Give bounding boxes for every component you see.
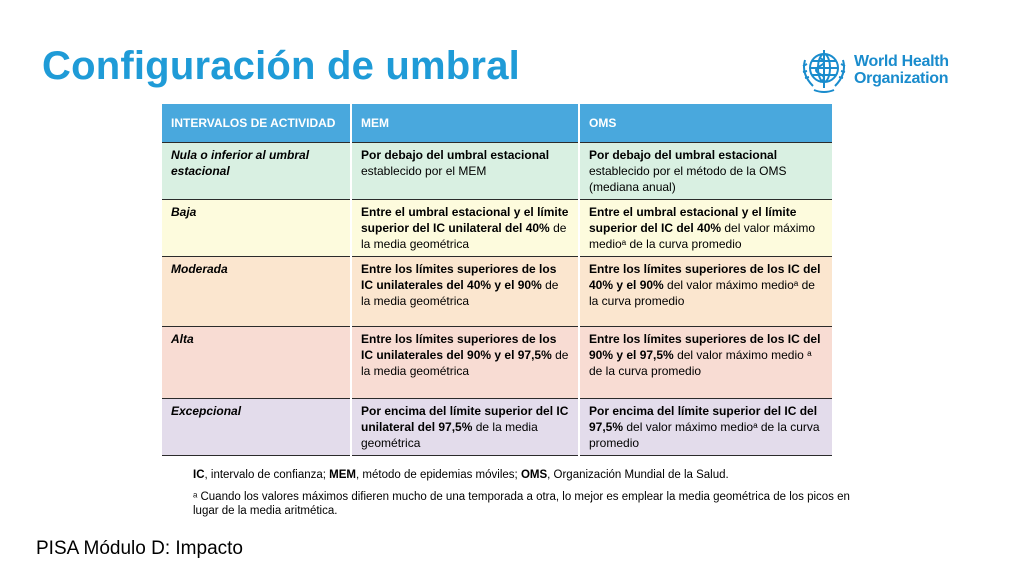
- bold-text-run: Por debajo del umbral estacional: [589, 148, 778, 162]
- bold-text-run: Por debajo del umbral estacional: [361, 148, 550, 162]
- text-run: , Organización Mundial de la Salud.: [547, 469, 729, 481]
- row-level-label: Baja: [162, 200, 351, 257]
- text-run: , intervalo de confianza;: [204, 469, 330, 481]
- header-mem: MEM: [351, 104, 579, 143]
- text-run: del valor máximo medioᵃ de la curva promedio: [589, 221, 816, 251]
- text-run: de la media geométrica: [361, 278, 559, 308]
- text-run: del valor máximo medioᵃ de la curva promedio: [589, 278, 815, 308]
- bold-text-run: Entre los límites superiores de los IC unilaterales del 40% y el 90%: [361, 262, 557, 292]
- text-run: establecido por el MEM: [361, 164, 487, 178]
- slide-footer: PISA Módulo D: Impacto: [36, 538, 243, 559]
- row-mem-cell: [351, 327, 579, 399]
- bold-text-run: Por encima del límite superior del IC del 97,5%: [589, 404, 818, 434]
- text-run: , método de epidemias móviles;: [356, 469, 521, 481]
- text-run: de la media geométrica: [361, 221, 567, 251]
- bold-text-run: Entre el umbral estacional y el límite superior del IC unilateral del 40%: [361, 205, 569, 235]
- row-level-label: Excepcional: [162, 399, 351, 456]
- text-run: de la media geométrica: [361, 348, 569, 378]
- header-intervalos: INTERVALOS DE ACTIVIDAD: [162, 104, 351, 143]
- row-mem-cell: [351, 399, 579, 456]
- table-row: [162, 327, 832, 399]
- row-oms-cell: [579, 257, 832, 327]
- row-mem-cell: [351, 257, 579, 327]
- table-row: [162, 143, 832, 200]
- row-mem-cell: [351, 200, 579, 257]
- bold-text-run: Entre los límites superiores de los IC del 40% y el 90%: [589, 262, 821, 292]
- row-oms-cell: [579, 200, 832, 257]
- bold-text-run: Entre los límites superiores de los IC unilaterales del 90% y el 97,5%: [361, 332, 557, 362]
- header-oms: OMS: [579, 104, 832, 143]
- footnote-a: ᵃ Cuando los valores máximos difieren mucho de una temporada a otra, lo mejor es emplear la media geométrica de los picos en lugar de la media aritmética.: [193, 491, 850, 517]
- bold-text-run: MEM: [329, 469, 357, 481]
- logo-line-2: Organization: [854, 70, 949, 87]
- text-run: establecido por el método de la OMS (mediana anual): [589, 164, 787, 194]
- bold-text-run: IC: [193, 469, 205, 481]
- text-run: del valor máximo medio ᵃ de la curva promedio: [589, 348, 812, 378]
- row-level-label: Nula o inferior al umbral estacional: [162, 143, 351, 200]
- row-level-label: Alta: [162, 327, 351, 399]
- who-logo: [798, 44, 949, 96]
- row-oms-cell: [579, 143, 832, 200]
- who-emblem-icon: [798, 44, 850, 96]
- row-oms-cell: [579, 327, 832, 399]
- table-row: [162, 200, 832, 257]
- bold-text-run: OMS: [520, 469, 548, 481]
- bold-text-run: Entre los límites superiores de los IC del 90% y el 97,5%: [589, 332, 821, 362]
- table-header-row: [162, 104, 832, 143]
- row-level-label: Moderada: [162, 257, 351, 327]
- table-row: [162, 257, 832, 327]
- table-row: [162, 399, 832, 456]
- abbreviations-note: [193, 468, 853, 482]
- table-notes: [193, 468, 853, 526]
- activity-threshold-table: [162, 104, 832, 456]
- row-oms-cell: [579, 399, 832, 456]
- text-run: del valor máximo medioᵃ de la curva promedio: [589, 420, 820, 450]
- logo-line-1: World Health: [854, 53, 949, 70]
- text-run: de la media geométrica: [361, 420, 538, 450]
- slide-title: Configuración de umbral: [42, 44, 520, 88]
- bold-text-run: Por encima del límite superior del IC unilateral del 97,5%: [361, 404, 569, 434]
- row-mem-cell: [351, 143, 579, 200]
- bold-text-run: Entre el umbral estacional y el límite superior del IC del 40%: [589, 205, 797, 235]
